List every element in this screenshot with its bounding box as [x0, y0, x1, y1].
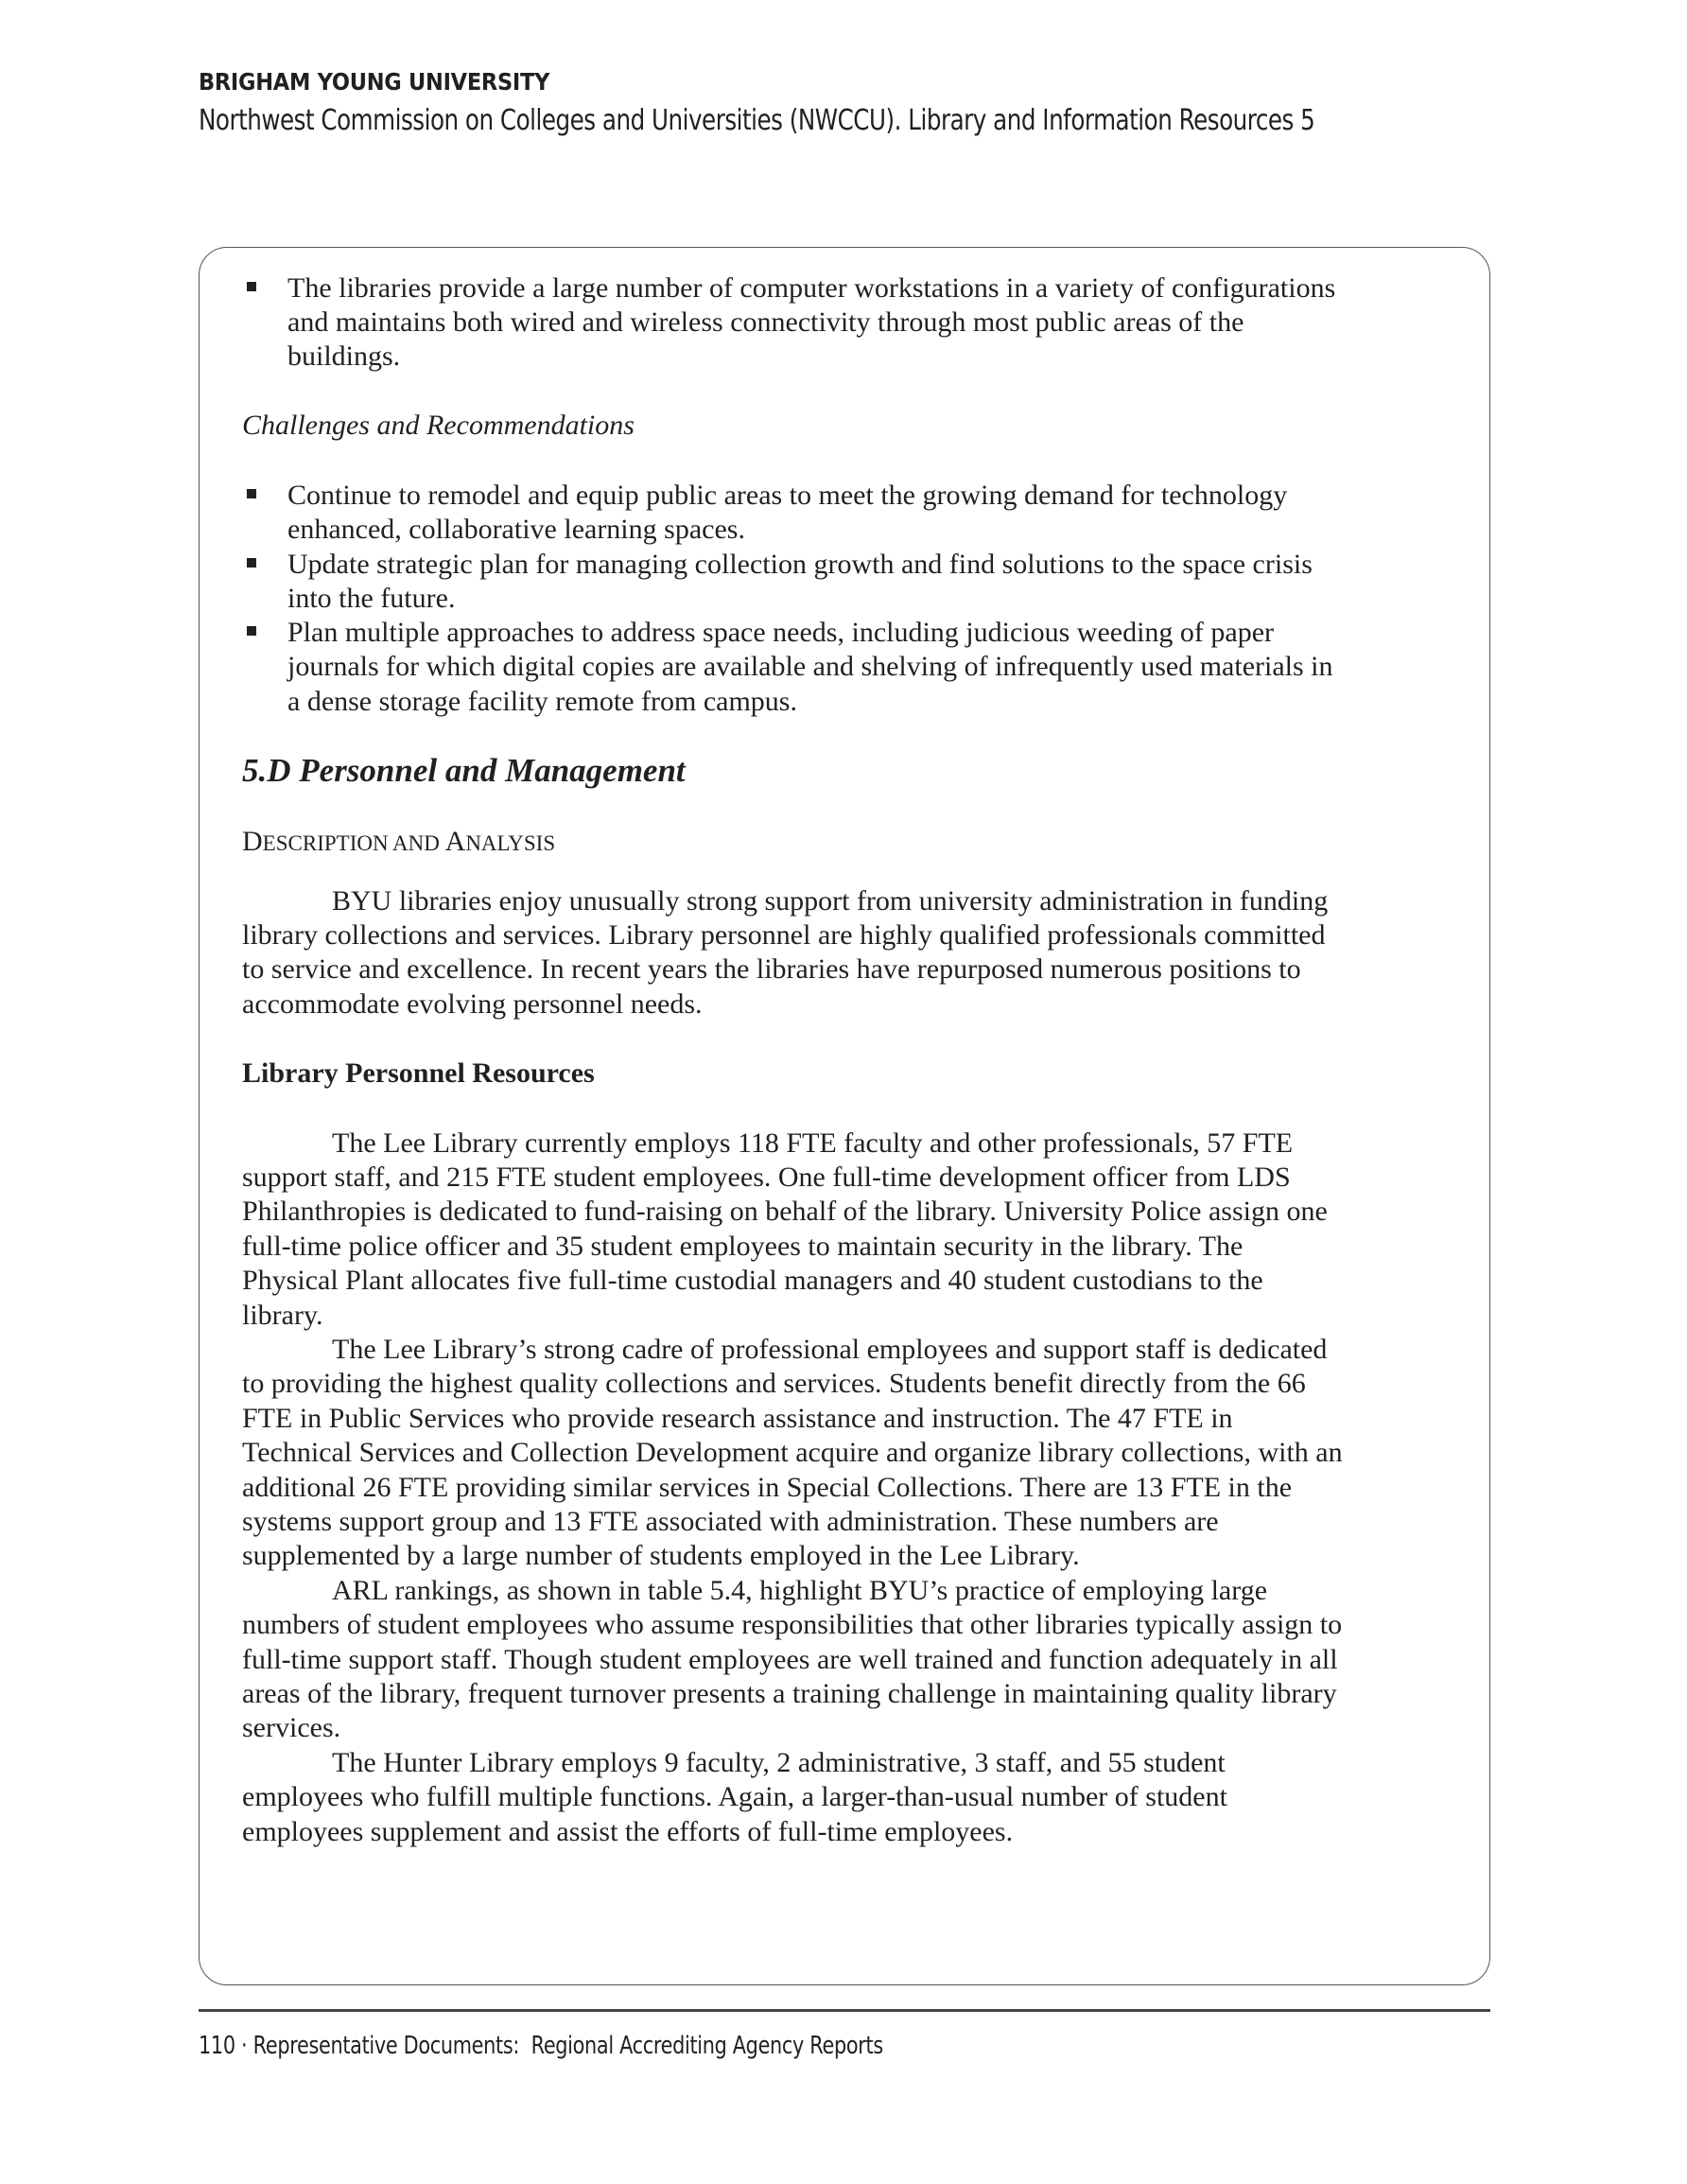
list-item-line: and maintains both wired and wireless connectivity through most public areas of the: [287, 306, 1244, 338]
list-item-line: Update strategic plan for managing collection growth and find solutions to the space crisis: [287, 549, 1313, 580]
list-item-line: The libraries provide a large number of computer workstations in a variety of configurations: [287, 272, 1336, 304]
page-number: 110: [199, 2032, 235, 2060]
header-organization: BRIGHAM YOUNG UNIVERSITY: [199, 68, 550, 96]
paragraph-line: FTE in Public Services who provide research assistance and instruction. The 47 FTE in: [242, 1403, 1233, 1434]
paragraph-line: numbers of student employees who assume responsibilities that other libraries typically assign to: [242, 1609, 1343, 1640]
footer-title: Representative Documents: Regional Accrediting Agency Reports: [252, 2032, 883, 2060]
bullet-square-icon: [247, 558, 256, 568]
paragraph-line: systems support group and 13 FTE associated with administration. These numbers are: [242, 1506, 1219, 1537]
paragraph-line: to providing the highest quality collections and services. Students benefit directly from the 66: [242, 1368, 1306, 1399]
paragraph-line: full-time support staff. Though student employees are well trained and function adequately in all: [242, 1644, 1338, 1675]
footer-separator: ·: [241, 2032, 248, 2060]
bullet-square-icon: [247, 282, 256, 291]
challenges-heading: Challenges and Recommendations: [242, 410, 635, 441]
paragraph-line: accommodate evolving personnel needs.: [242, 988, 703, 1020]
paragraph-line: Physical Plant allocates five full-time custodial managers and 40 student custodians to the: [242, 1265, 1263, 1296]
paragraph-line: areas of the library, frequent turnover presents a training challenge in maintaining quality library: [242, 1678, 1337, 1709]
list-item-line: Continue to remodel and equip public areas to meet the growing demand for technology: [287, 480, 1288, 511]
resources-heading: Library Personnel Resources: [242, 1057, 595, 1089]
paragraph-line: ARL rankings, as shown in table 5.4, highlight BYU’s practice of employing large: [332, 1575, 1268, 1606]
paragraph-line: Philanthropies is dedicated to fund-raising on behalf of the library. University Police assign one: [242, 1196, 1328, 1227]
paragraph-line: The Lee Library’s strong cadre of professional employees and support staff is dedicated: [332, 1334, 1328, 1365]
list-item-line: enhanced, collaborative learning spaces.: [287, 514, 745, 545]
list-item-line: Plan multiple approaches to address space needs, including judicious weeding of paper: [287, 617, 1275, 648]
list-item-line: buildings.: [287, 341, 401, 372]
paragraph-line: BYU libraries enjoy unusually strong support from university administration in funding: [332, 885, 1329, 917]
bullet-square-icon: [247, 626, 256, 636]
paragraph-line: Technical Services and Collection Development acquire and organize library collections, with an: [242, 1437, 1343, 1468]
paragraph-line: additional 26 FTE providing similar services in Special Collections. There are 13 FTE in the: [242, 1472, 1293, 1503]
paragraph-line: The Lee Library currently employs 118 FTE faculty and other professionals, 57 FTE: [332, 1127, 1294, 1159]
paragraph-line: employees who fulfill multiple functions. Again, a larger-than-usual number of student: [242, 1781, 1227, 1812]
paragraph-line: employees supplement and assist the efforts of full-time employees.: [242, 1816, 1014, 1847]
list-item-line: a dense storage facility remote from campus.: [287, 686, 797, 717]
description-analysis-heading: DESCRIPTION AND ANALYSIS: [242, 826, 556, 857]
paragraph-line: full-time police officer and 35 student employees to maintain security in the library. The: [242, 1231, 1244, 1262]
paragraph-line: library.: [242, 1300, 323, 1331]
paragraph-line: supplemented by a large number of students employed in the Lee Library.: [242, 1540, 1080, 1571]
paragraph-line: library collections and services. Library personnel are highly qualified professionals committed: [242, 919, 1326, 951]
paragraph-line: support staff, and 215 FTE student employees. One full-time development officer from LDS: [242, 1162, 1291, 1193]
list-item-line: into the future.: [287, 583, 456, 614]
footer-rule: [199, 2009, 1490, 2012]
paragraph-line: The Hunter Library employs 9 faculty, 2 administrative, 3 staff, and 55 student: [332, 1747, 1226, 1778]
list-item-line: journals for which digital copies are available and shelving of infrequently used materials in: [287, 651, 1333, 682]
bullet-square-icon: [247, 489, 256, 498]
paragraph-line: services.: [242, 1712, 341, 1743]
page-footer: [199, 2032, 883, 2060]
paragraph-line: to service and excellence. In recent years the libraries have repurposed numerous positions to: [242, 953, 1301, 985]
section-title: 5.D Personnel and Management: [242, 752, 686, 789]
header-subtitle: Northwest Commission on Colleges and Universities (NWCCU). Library and Information Resources 5: [199, 104, 1315, 137]
